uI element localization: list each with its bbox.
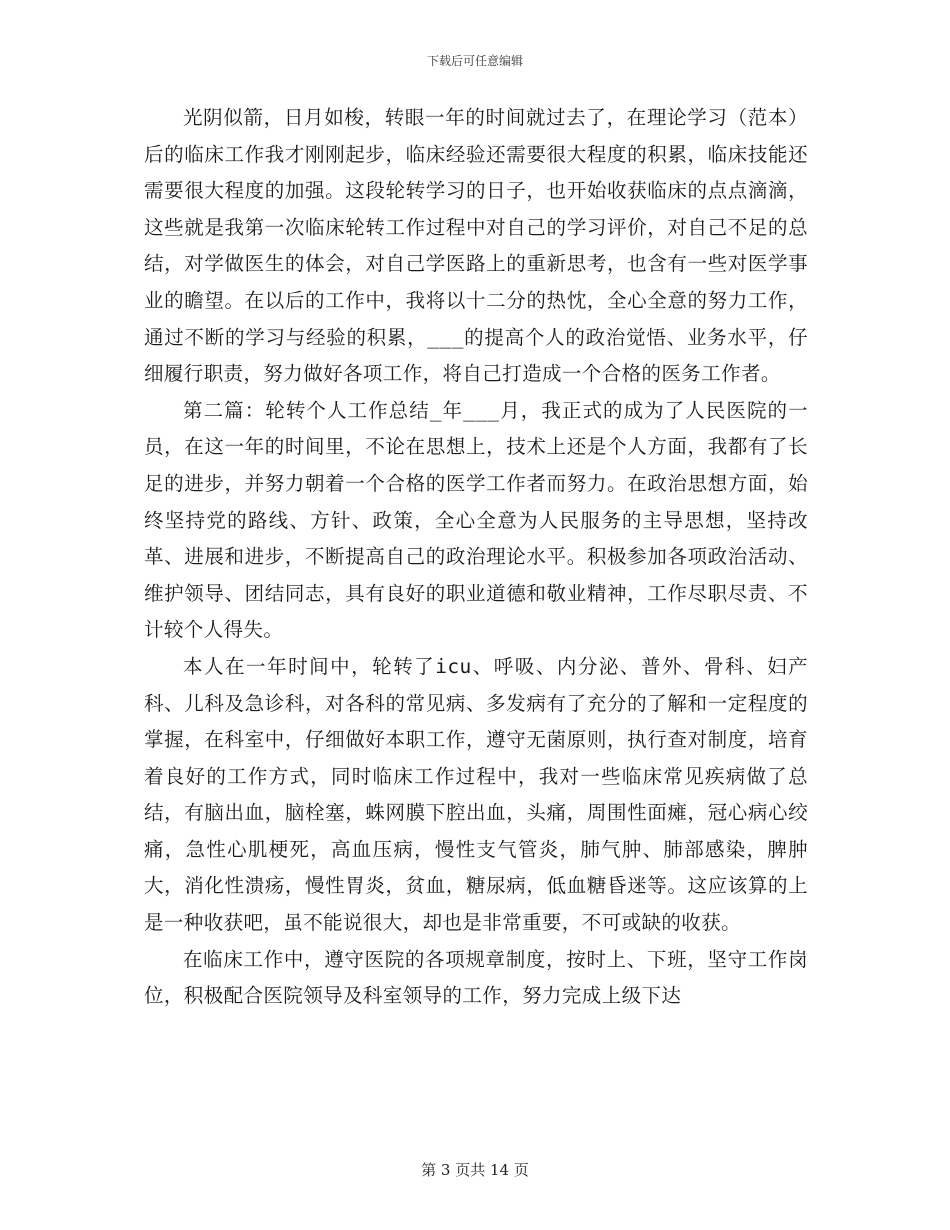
page-header: 下载后可任意编辑 [426, 54, 523, 68]
paragraph-2: 第二篇：轮转个人工作总结_年___月，我正式的成为了人民医院的一员，在这一年的时间里，不论在思想上，技术上还是个人方面，我都有了长足的进步，并努力朝着一个合格的医学工作者而努力。在政治思想方面，始终坚持党的路线、方针、政策，全心全意为人民服务的主导思想，坚持改革、进展和进步，不断提高自己的政治理论水平。积极参加各项政治活动、维护领导、团结同志，具有良好的职业道德和敬业精神，工作尽职尽责、不计较个人得失。 [144, 398, 808, 642]
paragraph-4: 在临床工作中，遵守医院的各项规章制度，按时上、下班，坚守工作岗位，积极配合医院领导及科室领导的工作，努力完成上级下达 [144, 947, 808, 1008]
document-body [144, 100, 808, 1015]
page-number: 第 3 页共 14 页 [421, 1161, 529, 1179]
paragraph-1: 光阴似箭，日月如梭，转眼一年的时间就过去了，在理论学习（范本）后的临床工作我才刚刚起步，临床经验还需要很大程度的积累，临床技能还需要很大程度的加强。这段轮转学习的日子，也开始收获临床的点点滴滴，这些就是我第一次临床轮转工作过程中对自己的学习评价，对自己不足的总结，对学做医生的体会，对自己学医路上的重新思考，也含有一些对医学事业的瞻望。在以后的工作中，我将以十二分的热忱，全心全意的努力工作，通过不断的学习与经验的积累，___的提高个人的政治觉悟、业务水平，仔细履行职责，努力做好各项工作，将自己打造成一个合格的医务工作者。 [144, 106, 808, 386]
paragraph-3: 本人在一年时间中，轮转了icu、呼吸、内分泌、普外、骨科、妇产科、儿科及急诊科，对各科的常见病、多发病有了充分的了解和一定程度的掌握，在科室中，仔细做好本职工作，遵守无菌原则，执行查对制度，培育着良好的工作方式，同时临床工作过程中，我对一些临床常见疾病做了总结，有脑出血，脑栓塞，蛛网膜下腔出血，头痛，周围性面瘫，冠心病心绞痛，急性心肌梗死，高血压病，慢性支气管炎，肺气肿、肺部感染，脾肿大，消化性溃疡，慢性胃炎，贫血，糖尿病，低血糖昏迷等。这应该算的上是一种收获吧，虽不能说很大，却也是非常重要，不可或缺的收获。 [144, 654, 808, 935]
